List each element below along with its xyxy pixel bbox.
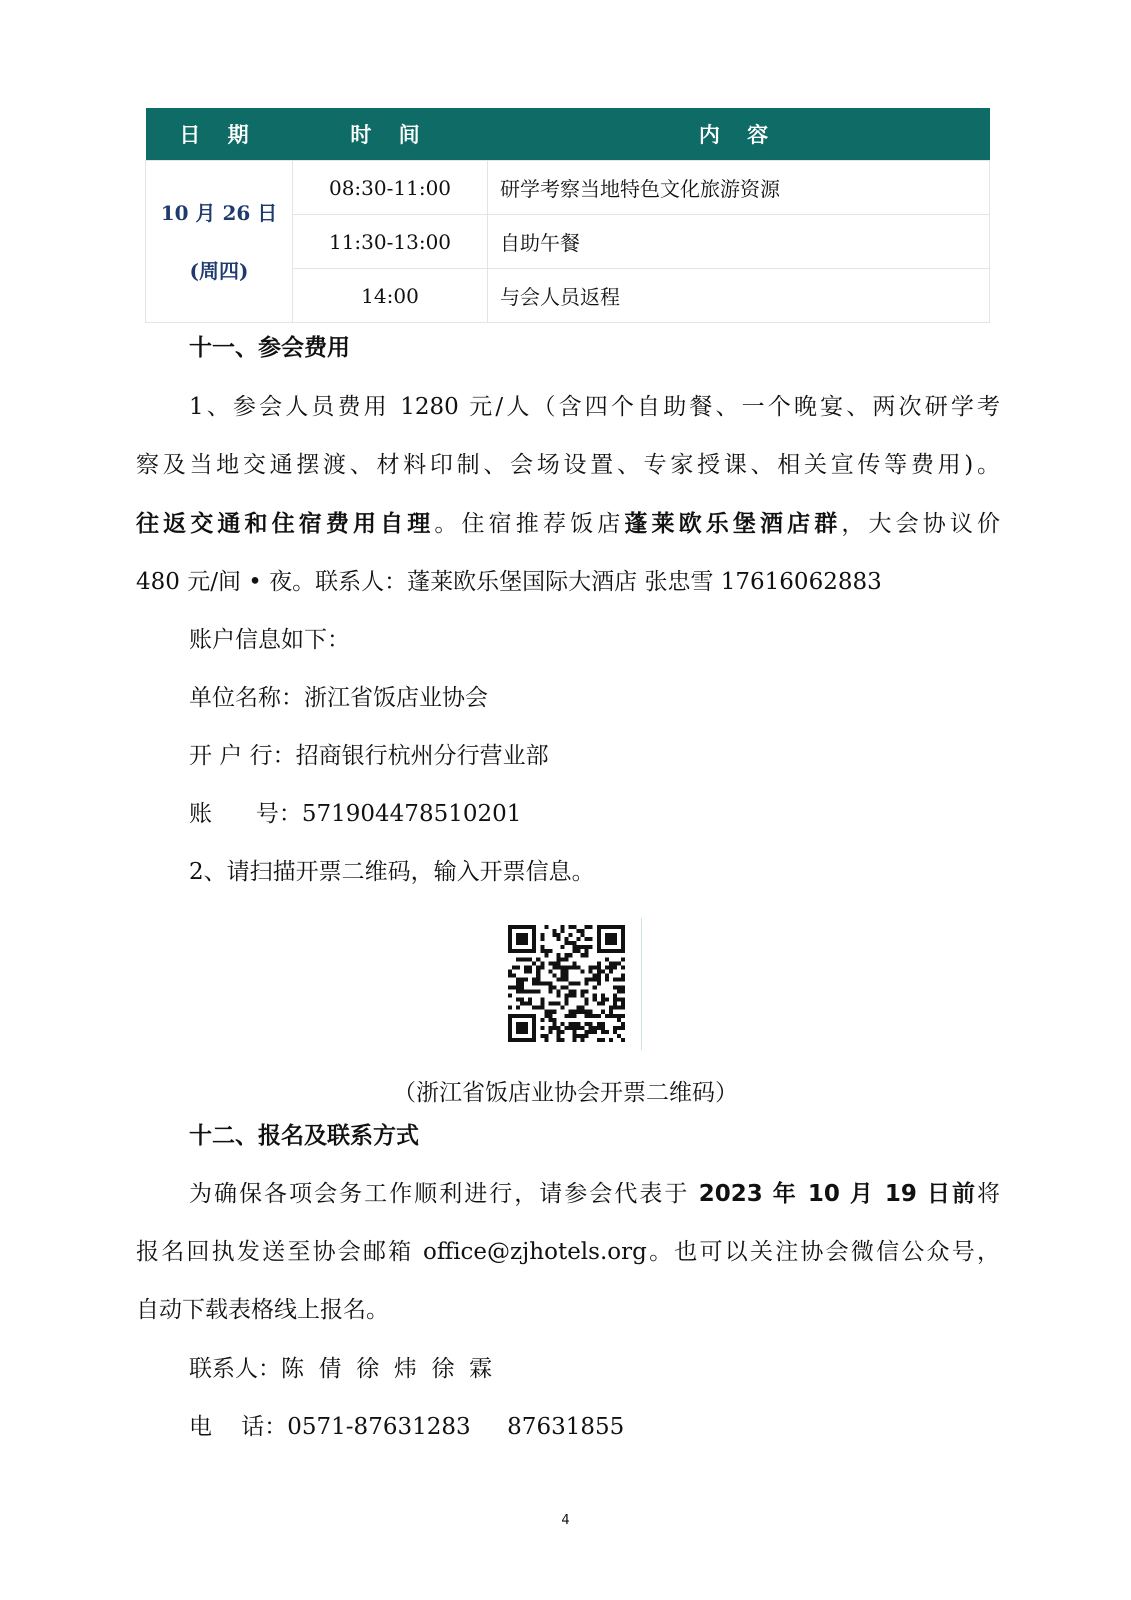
invoice-instruction: 2、请扫描开票二维码，输入开票信息。 bbox=[189, 859, 595, 885]
account-unit: 单位名称：浙江省饭店业协会 bbox=[189, 685, 488, 711]
time-cell: 14:00 bbox=[293, 269, 488, 323]
date-weekday: (周四) bbox=[189, 258, 249, 283]
qr-caption: （浙江省饭店业协会开票二维码） bbox=[393, 1080, 738, 1106]
registration-line-1: 为确保各项会务工作顺利进行，请参会代表于 2023 年 10 月 19 日前将 bbox=[189, 1181, 1000, 1207]
time-cell: 11:30-13:00 bbox=[293, 215, 488, 269]
fee-paragraph-line-3: 往返交通和住宿费用自理。住宿推荐饭店蓬莱欧乐堡酒店群，大会协议价 bbox=[136, 511, 1001, 537]
header-content: 内 容 bbox=[488, 108, 990, 161]
invoice-qr-code-icon[interactable] bbox=[508, 925, 625, 1042]
header-date: 日 期 bbox=[146, 108, 293, 161]
content-cell: 与会人员返程 bbox=[488, 269, 990, 323]
content-cell: 研学考察当地特色文化旅游资源 bbox=[488, 161, 990, 215]
divider bbox=[641, 918, 642, 1050]
table-header-row bbox=[146, 108, 990, 161]
page-number: 4 bbox=[561, 1513, 570, 1528]
account-number: 账 号：571904478510201 bbox=[189, 801, 522, 827]
schedule-table bbox=[145, 108, 990, 323]
self-pay-notice: 往返交通和住宿费用自理 bbox=[136, 511, 435, 537]
header-time: 时 间 bbox=[293, 108, 488, 161]
table-row bbox=[146, 161, 990, 215]
registration-line-3: 自动下载表格线上报名。 bbox=[136, 1297, 389, 1323]
section-11-title: 十一、参会费用 bbox=[189, 335, 350, 361]
registration-line-2: 报名回执发送至协会邮箱 office@zjhotels.org。也可以关注协会微信公众号， bbox=[136, 1239, 1000, 1265]
account-bank: 开 户 行：招商银行杭州分行营业部 bbox=[189, 743, 549, 769]
section-12-title: 十二、报名及联系方式 bbox=[189, 1123, 419, 1149]
fee-paragraph-line-1: 1、参会人员费用 1280 元/人（含四个自助餐、一个晚宴、两次研学考 bbox=[189, 394, 1000, 420]
time-cell: 08:30-11:00 bbox=[293, 161, 488, 215]
registration-deadline: 2023 年 10 月 19 日前 bbox=[698, 1181, 977, 1207]
content-cell: 自助午餐 bbox=[488, 215, 990, 269]
date-day: 10 月 26 日 bbox=[160, 200, 278, 225]
contact-phones: 电 话：0571-87631283 87631855 bbox=[189, 1414, 625, 1440]
contact-persons: 联系人：陈 倩 徐 炜 徐 霖 bbox=[189, 1356, 493, 1382]
fee-paragraph-line-2: 察及当地交通摆渡、材料印制、会场设置、专家授课、相关宣传等费用)。 bbox=[136, 452, 1000, 478]
fee-paragraph-line-4: 480 元/间 • 夜。联系人：蓬莱欧乐堡国际大酒店 张忠雪 17616062883 bbox=[136, 569, 882, 595]
date-cell bbox=[146, 161, 293, 323]
recommended-hotel: 蓬莱欧乐堡酒店群 bbox=[624, 511, 842, 537]
account-intro: 账户信息如下： bbox=[189, 627, 350, 653]
